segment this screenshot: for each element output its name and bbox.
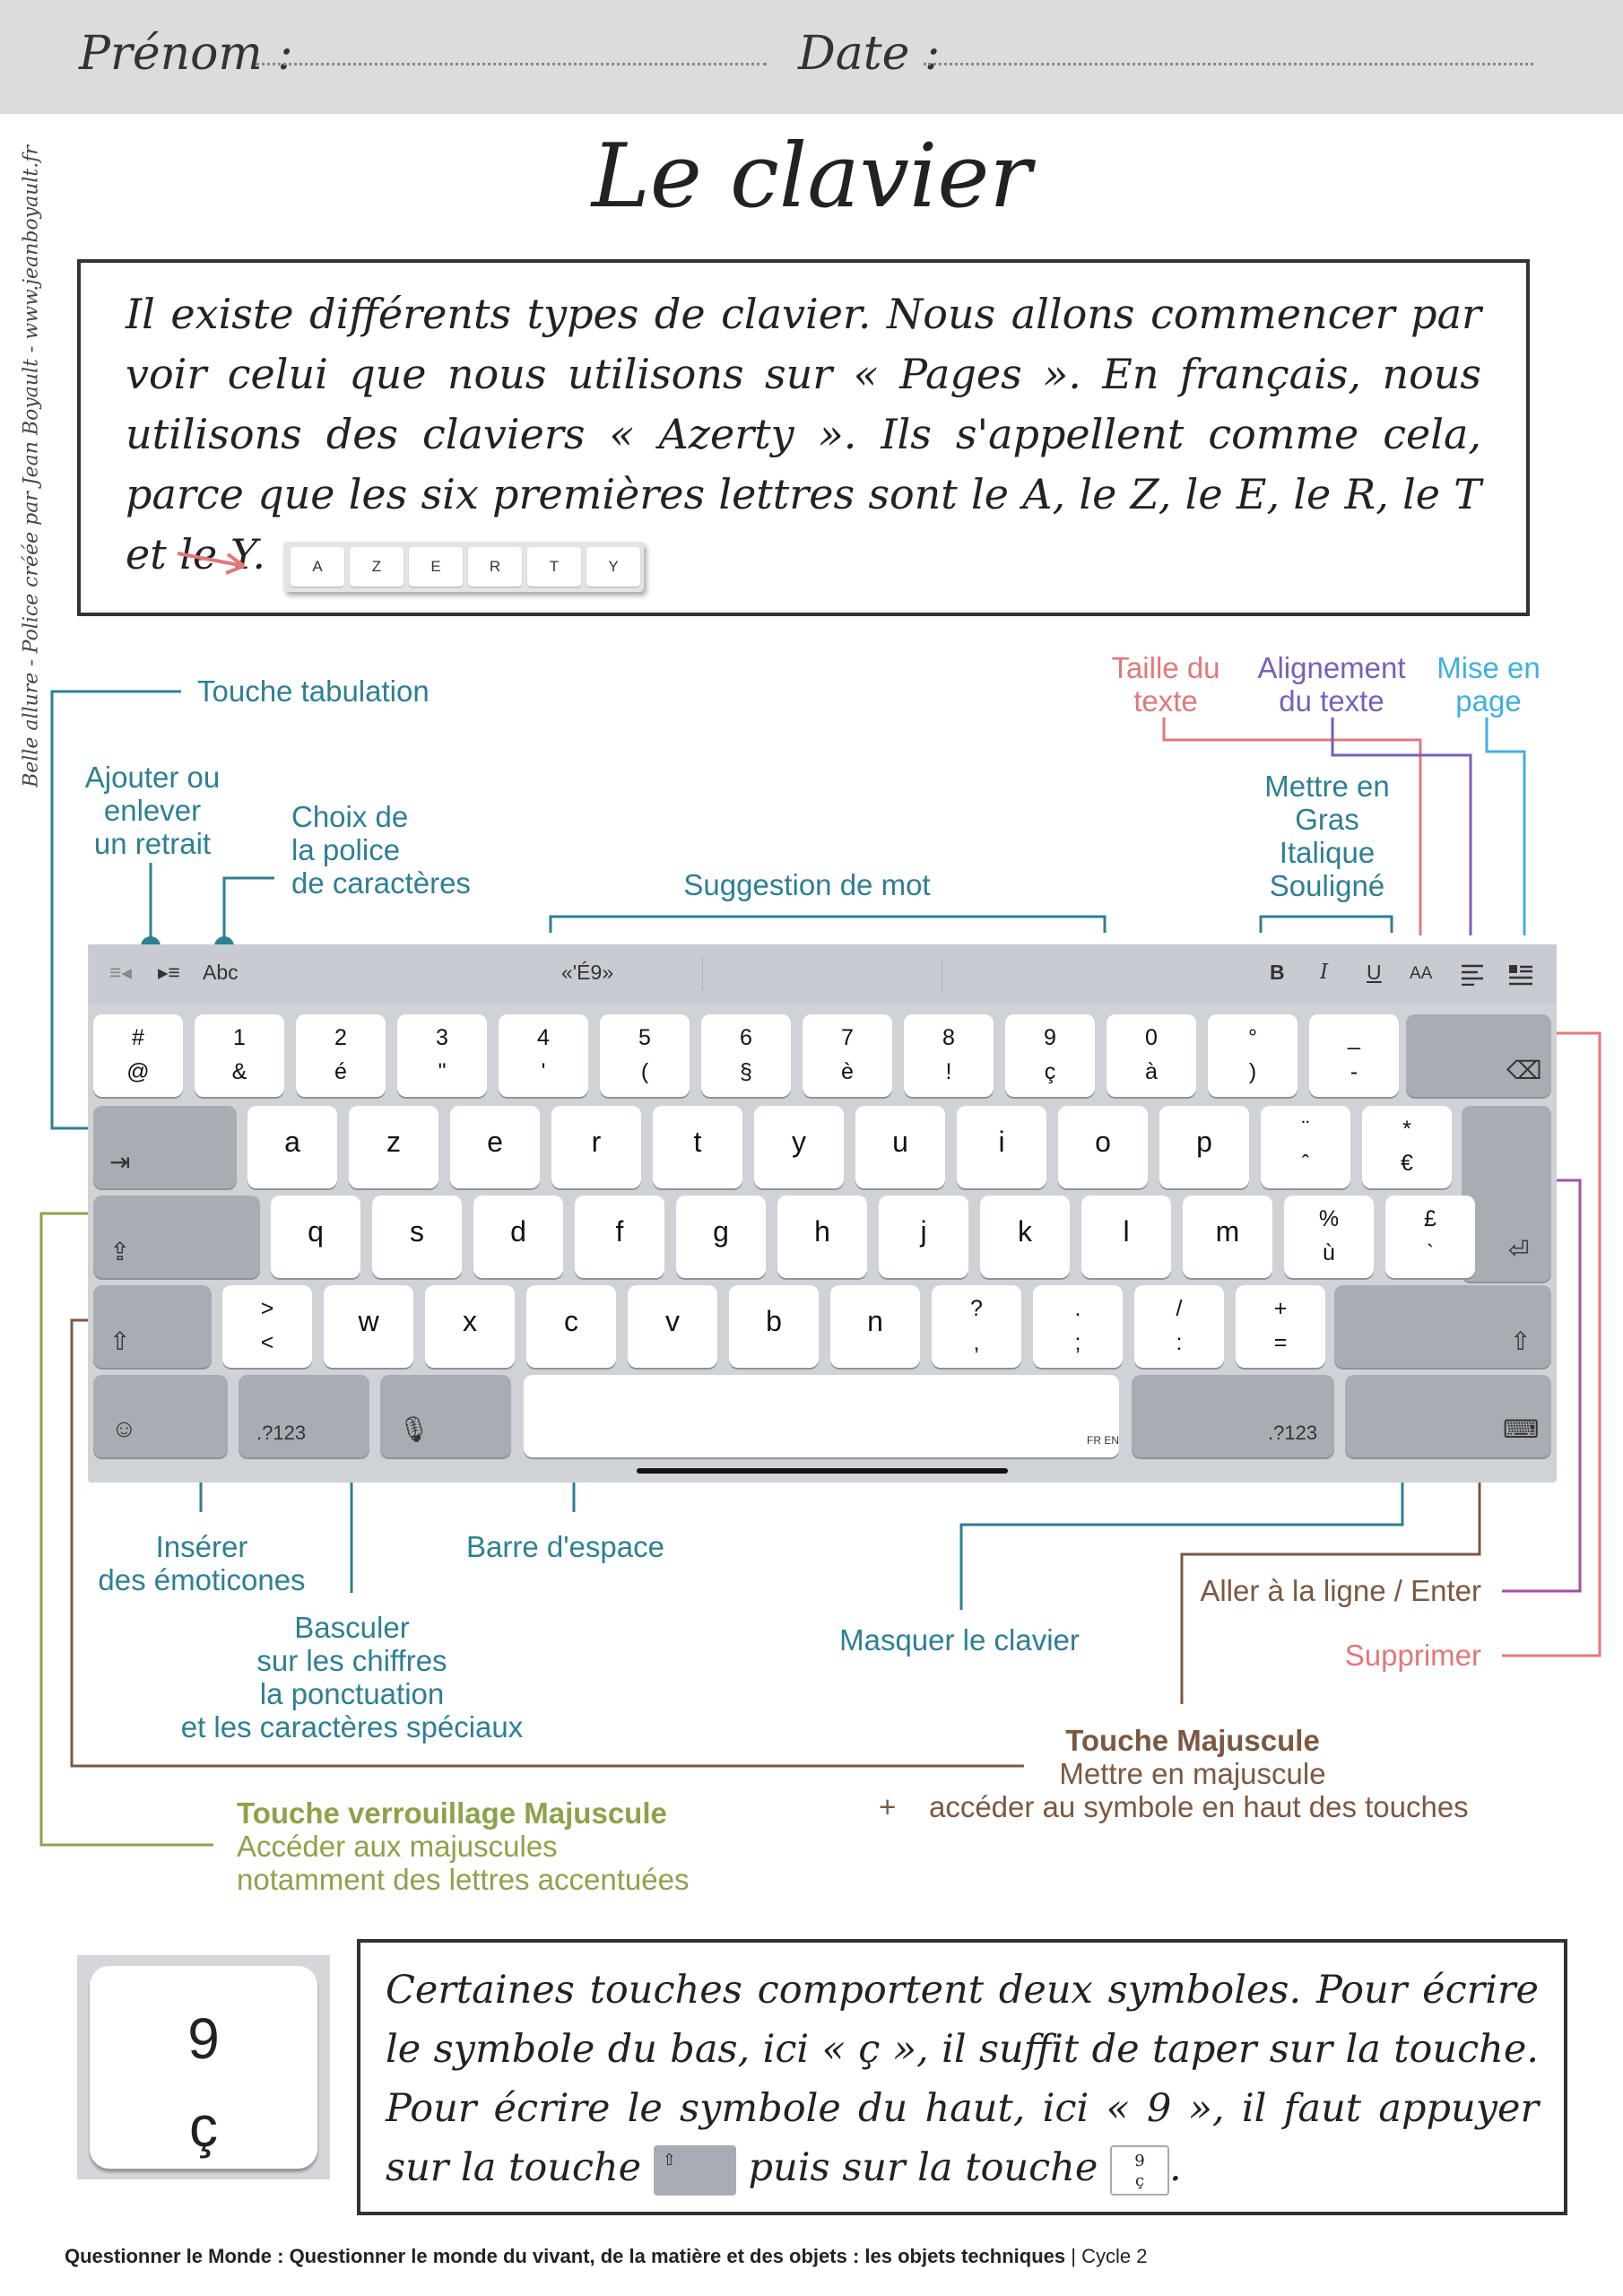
name-date-header [0, 0, 1623, 114]
key-l[interactable]: l [1081, 1196, 1171, 1278]
indent-less-icon[interactable]: ≡◂ [109, 961, 132, 984]
font-button[interactable]: Abc [203, 961, 239, 984]
shift-icon: ⇧ [662, 2151, 676, 2170]
azerty-strip [283, 542, 644, 592]
azerty-key-a: A [291, 547, 344, 587]
emoji-key[interactable] [93, 1375, 228, 1457]
ipad-keyboard [88, 944, 1557, 1483]
word-suggestion[interactable]: «'É9» [561, 961, 614, 984]
key-b[interactable]: b [729, 1285, 819, 1368]
key-e[interactable]: e [450, 1106, 540, 1188]
key-f[interactable]: f [575, 1196, 664, 1278]
hide-keyboard-key[interactable] [1345, 1375, 1551, 1457]
caps-lock-icon: ⇪ [109, 1238, 131, 1265]
key-5[interactable]: 5 ( [600, 1014, 690, 1097]
dictation-key[interactable] [380, 1375, 511, 1457]
prenom-line [256, 63, 767, 65]
key-=[interactable]: + = [1236, 1285, 1325, 1368]
key-x[interactable]: x [425, 1285, 515, 1368]
key-m[interactable]: m [1183, 1196, 1272, 1278]
key-7[interactable]: 7 è [803, 1014, 892, 1097]
numbers-key-right[interactable] [1132, 1375, 1334, 1457]
key-o[interactable]: o [1058, 1106, 1148, 1188]
date-line [924, 63, 1533, 65]
key-0[interactable]: 0 à [1107, 1014, 1196, 1097]
key-ù[interactable]: % ù [1284, 1196, 1374, 1278]
key-s[interactable]: s [372, 1196, 462, 1278]
example-key-frame [77, 1955, 330, 2179]
key-1[interactable]: 1 & [195, 1014, 284, 1097]
azerty-key-e: E [409, 547, 463, 587]
page-title: Le clavier [591, 126, 1032, 228]
two-symbols-text-box [357, 1939, 1567, 2215]
caps-lock-key[interactable] [93, 1196, 260, 1278]
suggestion-separator [702, 957, 703, 991]
label-enter: Aller à la ligne / Enter [1200, 1574, 1481, 1607]
suggestion-bar [88, 944, 1557, 1004]
azerty-key-z: Z [350, 547, 404, 587]
font-credit: Belle allure - Police créée par Jean Boyault - www.jeanboyault.fr [20, 145, 43, 787]
key-€[interactable]: * € [1362, 1106, 1452, 1188]
label-masquer: Masquer le clavier [839, 1623, 1080, 1657]
home-indicator [637, 1468, 1008, 1474]
label-alignement: Alignement du texte [1257, 651, 1406, 718]
shift-icon: ⇧ [1510, 1327, 1532, 1355]
key-n[interactable]: n [830, 1285, 920, 1368]
key-k[interactable]: k [980, 1196, 1070, 1278]
example-key-9: 9 ç [90, 1966, 317, 2169]
delete-key[interactable] [1406, 1014, 1551, 1097]
label-suggestion: Suggestion de mot [683, 868, 931, 901]
key-u[interactable]: u [855, 1106, 945, 1188]
microphone-icon: 🎙 [398, 1415, 430, 1443]
date-label: Date : [798, 27, 941, 81]
key-c[interactable]: c [526, 1285, 616, 1368]
space-language-label: FR EN [1087, 1434, 1119, 1447]
key-q[interactable]: q [271, 1196, 360, 1278]
key-p[interactable]: p [1159, 1106, 1249, 1188]
key-4[interactable]: 4 ' [499, 1014, 588, 1097]
key-j[interactable]: j [879, 1196, 968, 1278]
two-symbols-text: Certaines touches comportent deux symboles. Pour écrire le symbole du bas, ici « ç », il suffit de taper sur la touche. Pour écrire le symbole du haut, ici « 9 », il faut appuyer sur la touche ⇧ puis sur la touche 9 ç . [386, 1961, 1539, 2197]
shift-key-left[interactable] [93, 1285, 212, 1368]
backspace-icon: ⌫ [1506, 1057, 1542, 1084]
bold-button[interactable]: B [1270, 961, 1285, 984]
intro-text: Il existe différents types de clavier. Nous allons commencer par voir celui que nous utilisons sur « Pages ». En français, nous utilisons des claviers « Azerty ». Ils s'appellent comme cela, parce que les six premières lettres sont le A, le Z, le E, le R, le T et le Y. [126, 290, 1481, 578]
return-icon: ⏎ [1508, 1236, 1530, 1264]
space-bar[interactable] [524, 1375, 1119, 1457]
label-emoticones: Insérer des émoticones [98, 1530, 306, 1596]
key-less-than[interactable]: > < [222, 1285, 312, 1368]
key-ˆ[interactable]: ¨ ˆ [1261, 1106, 1350, 1188]
key-v[interactable]: v [628, 1285, 717, 1368]
shift-icon: ⇧ [109, 1327, 131, 1355]
enter-key[interactable] [1462, 1106, 1551, 1282]
label-verrouillage: Touche verrouillage Majuscule Accéder aux majuscules notamment des lettres accentuées [237, 1796, 690, 1896]
key-a[interactable]: a [247, 1106, 337, 1188]
label-taille: Taille du texte [1111, 651, 1220, 718]
key-r[interactable]: r [551, 1106, 641, 1188]
keyboard-hide-icon: ⌨ [1503, 1415, 1540, 1443]
key-;[interactable]: . ; [1033, 1285, 1123, 1368]
key-_[interactable]: _ - [1309, 1014, 1399, 1097]
emoji-icon: ☺ [111, 1414, 137, 1442]
key-#[interactable]: # @ [93, 1014, 183, 1097]
prenom-label: Prénom : [79, 27, 293, 81]
inline-shift-key [654, 2145, 736, 2196]
azerty-key-t: T [527, 547, 581, 587]
label-police: Choix de la police de caractères [291, 800, 471, 900]
numbers-key-label: .?123 [256, 1422, 307, 1444]
key-y[interactable]: y [754, 1106, 844, 1188]
inline-9-key: 9 ç [1110, 2145, 1169, 2196]
label-majuscule-symbole: + accéder au symbole en haut des touches [879, 1790, 1469, 1823]
indent-more-icon[interactable]: ▸≡ [158, 961, 180, 984]
key-h[interactable]: h [777, 1196, 867, 1278]
key-9[interactable]: 9 ç [1005, 1014, 1095, 1097]
key-g[interactable]: g [676, 1196, 766, 1278]
numbers-key-label: .?123 [1268, 1422, 1318, 1444]
key-t[interactable]: t [653, 1106, 742, 1188]
key-:[interactable]: / : [1134, 1285, 1224, 1368]
label-tabulation: Touche tabulation [197, 674, 430, 708]
label-mise-en-page: Mise en page [1436, 651, 1541, 718]
key-3[interactable]: 3 " [397, 1014, 487, 1097]
tab-key[interactable] [93, 1106, 237, 1188]
italic-button[interactable]: I [1320, 961, 1329, 984]
key-6[interactable]: 6 § [701, 1014, 791, 1097]
label-style: Mettre en Gras Italique Souligné [1264, 770, 1390, 902]
underline-button[interactable]: U [1367, 961, 1382, 984]
key-2[interactable]: 2 é [296, 1014, 386, 1097]
key-°[interactable]: ° ) [1208, 1014, 1298, 1097]
numbers-key-left[interactable] [239, 1375, 369, 1457]
text-size-button[interactable]: AA [1410, 964, 1433, 983]
tab-icon: ⇥ [109, 1148, 131, 1176]
key-i[interactable]: i [957, 1106, 1046, 1188]
key-z[interactable]: z [349, 1106, 438, 1188]
footer: Questionner le Monde : Questionner le monde du vivant, de la matière et des objets : les objets techniques | Cycle 2 [65, 2245, 1148, 2267]
label-basculer: Basculer sur les chiffres la ponctuation et les caractères spéciaux [180, 1611, 524, 1744]
align-icon[interactable] [1460, 962, 1485, 986]
key-,[interactable]: ? , [932, 1285, 1021, 1368]
key-w[interactable]: w [324, 1285, 413, 1368]
label-majuscule: Touche Majuscule Mettre en majuscule [1059, 1724, 1326, 1790]
label-supprimer: Supprimer [1344, 1639, 1481, 1672]
key-`[interactable]: £ ` [1385, 1196, 1475, 1278]
label-espace: Barre d'espace [466, 1530, 664, 1563]
shift-key-right[interactable] [1334, 1285, 1551, 1368]
azerty-key-r: R [468, 547, 522, 587]
azerty-key-y: Y [586, 547, 640, 587]
label-retrait: Ajouter ou enlever un retrait [84, 761, 221, 860]
layout-icon[interactable] [1507, 962, 1534, 986]
key-d[interactable]: d [473, 1196, 563, 1278]
key-8[interactable]: 8 ! [904, 1014, 994, 1097]
